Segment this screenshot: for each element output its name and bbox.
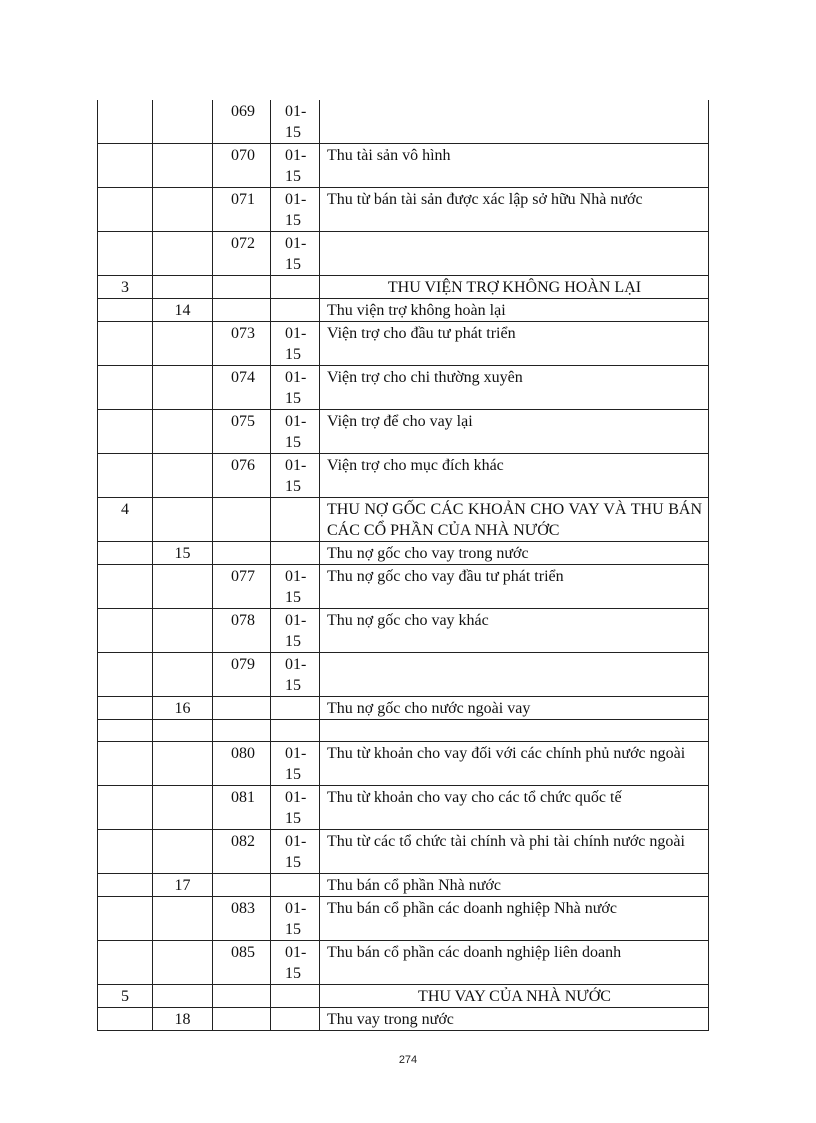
cell-group bbox=[153, 565, 213, 609]
table-row bbox=[98, 276, 709, 299]
cell-code: 083 bbox=[213, 897, 271, 941]
table-row bbox=[98, 565, 709, 609]
cell-section bbox=[98, 565, 153, 609]
table-row bbox=[98, 232, 709, 276]
cell-group: 17 bbox=[153, 874, 213, 897]
table-row bbox=[98, 830, 709, 874]
cell-code: 070 bbox=[213, 144, 271, 188]
table-row bbox=[98, 985, 709, 1008]
cell-group bbox=[153, 454, 213, 498]
cell-range: 01- 15 bbox=[271, 188, 320, 232]
cell-group bbox=[153, 100, 213, 144]
cell-group bbox=[153, 786, 213, 830]
cell-range: 01- 15 bbox=[271, 609, 320, 653]
cell-code: 075 bbox=[213, 410, 271, 454]
table-row bbox=[98, 144, 709, 188]
cell-group bbox=[153, 830, 213, 874]
cell-section bbox=[98, 188, 153, 232]
cell-group bbox=[153, 609, 213, 653]
table-row bbox=[98, 697, 709, 720]
cell-code bbox=[213, 276, 271, 299]
cell-group bbox=[153, 897, 213, 941]
cell-section bbox=[98, 299, 153, 322]
cell-code bbox=[213, 697, 271, 720]
cell-description: Thu nợ gốc cho vay đầu tư phát triển bbox=[320, 565, 709, 609]
table-row bbox=[98, 299, 709, 322]
cell-range: 01- 15 bbox=[271, 786, 320, 830]
cell-group bbox=[153, 985, 213, 1008]
cell-code: 078 bbox=[213, 609, 271, 653]
cell-group: 16 bbox=[153, 697, 213, 720]
cell-description bbox=[320, 100, 709, 144]
cell-group: 18 bbox=[153, 1008, 213, 1031]
cell-code: 077 bbox=[213, 565, 271, 609]
table-row bbox=[98, 100, 709, 144]
cell-section bbox=[98, 653, 153, 697]
cell-range: 01- 15 bbox=[271, 144, 320, 188]
cell-code bbox=[213, 720, 271, 742]
cell-range: 01- 15 bbox=[271, 897, 320, 941]
cell-group bbox=[153, 366, 213, 410]
cell-description: Viện trợ để cho vay lại bbox=[320, 410, 709, 454]
cell-description: Thu nợ gốc cho nước ngoài vay bbox=[320, 697, 709, 720]
cell-description bbox=[320, 653, 709, 697]
cell-description: Thu nợ gốc cho vay trong nước bbox=[320, 542, 709, 565]
cell-section bbox=[98, 697, 153, 720]
table-row bbox=[98, 322, 709, 366]
cell-range: 01- 15 bbox=[271, 653, 320, 697]
cell-description: Thu từ bán tài sản được xác lập sở hữu Nhà nước bbox=[320, 188, 709, 232]
cell-section bbox=[98, 786, 153, 830]
table-row bbox=[98, 454, 709, 498]
table-row bbox=[98, 742, 709, 786]
cell-description: Thu vay trong nước bbox=[320, 1008, 709, 1031]
cell-code: 085 bbox=[213, 941, 271, 985]
cell-group bbox=[153, 941, 213, 985]
cell-range: 01- 15 bbox=[271, 830, 320, 874]
cell-code bbox=[213, 542, 271, 565]
cell-code: 082 bbox=[213, 830, 271, 874]
cell-code: 074 bbox=[213, 366, 271, 410]
cell-group: 15 bbox=[153, 542, 213, 565]
cell-code: 072 bbox=[213, 232, 271, 276]
cell-group bbox=[153, 498, 213, 542]
cell-description: Thu viện trợ không hoàn lại bbox=[320, 299, 709, 322]
table-row bbox=[98, 720, 709, 742]
table-row bbox=[98, 1008, 709, 1031]
cell-description: Thu nợ gốc cho vay khác bbox=[320, 609, 709, 653]
cell-range: 01- 15 bbox=[271, 366, 320, 410]
cell-description: Viện trợ cho đầu tư phát triển bbox=[320, 322, 709, 366]
cell-group bbox=[153, 742, 213, 786]
cell-group bbox=[153, 720, 213, 742]
cell-range bbox=[271, 299, 320, 322]
cell-description bbox=[320, 720, 709, 742]
cell-range bbox=[271, 874, 320, 897]
cell-range bbox=[271, 276, 320, 299]
table-row bbox=[98, 366, 709, 410]
cell-group bbox=[153, 232, 213, 276]
table-row bbox=[98, 874, 709, 897]
cell-description: Thu bán cổ phần các doanh nghiệp liên doanh bbox=[320, 941, 709, 985]
cell-section bbox=[98, 1008, 153, 1031]
cell-description: Thu bán cổ phần các doanh nghiệp Nhà nước bbox=[320, 897, 709, 941]
cell-section bbox=[98, 410, 153, 454]
cell-range: 01- 15 bbox=[271, 742, 320, 786]
cell-range: 01- 15 bbox=[271, 100, 320, 144]
cell-range: 01- 15 bbox=[271, 941, 320, 985]
cell-section bbox=[98, 720, 153, 742]
cell-range bbox=[271, 542, 320, 565]
cell-code: 079 bbox=[213, 653, 271, 697]
cell-description: Thu từ khoản cho vay cho các tổ chức quốc tế bbox=[320, 786, 709, 830]
cell-description: Thu từ khoản cho vay đối với các chính phủ nước ngoài bbox=[320, 742, 709, 786]
cell-group bbox=[153, 410, 213, 454]
cell-section bbox=[98, 874, 153, 897]
cell-range bbox=[271, 1008, 320, 1031]
budget-code-table bbox=[97, 100, 709, 1031]
cell-section: 3 bbox=[98, 276, 153, 299]
cell-range bbox=[271, 720, 320, 742]
cell-group bbox=[153, 144, 213, 188]
cell-code bbox=[213, 1008, 271, 1031]
cell-section bbox=[98, 897, 153, 941]
cell-range: 01- 15 bbox=[271, 322, 320, 366]
cell-code bbox=[213, 498, 271, 542]
cell-section bbox=[98, 830, 153, 874]
table-row bbox=[98, 653, 709, 697]
cell-section bbox=[98, 609, 153, 653]
cell-code bbox=[213, 985, 271, 1008]
cell-range bbox=[271, 498, 320, 542]
cell-range: 01- 15 bbox=[271, 410, 320, 454]
section-title: THU VIỆN TRỢ KHÔNG HOÀN LẠI bbox=[320, 276, 709, 299]
table-row bbox=[98, 498, 709, 542]
cell-group bbox=[153, 276, 213, 299]
cell-code: 076 bbox=[213, 454, 271, 498]
cell-code bbox=[213, 299, 271, 322]
cell-section bbox=[98, 542, 153, 565]
table-row bbox=[98, 941, 709, 985]
cell-description: Thu bán cổ phần Nhà nước bbox=[320, 874, 709, 897]
cell-range bbox=[271, 697, 320, 720]
cell-range: 01- 15 bbox=[271, 454, 320, 498]
cell-section bbox=[98, 941, 153, 985]
cell-description: Thu tài sản vô hình bbox=[320, 144, 709, 188]
cell-section bbox=[98, 144, 153, 188]
cell-code: 080 bbox=[213, 742, 271, 786]
table-row bbox=[98, 542, 709, 565]
cell-section bbox=[98, 454, 153, 498]
cell-group bbox=[153, 653, 213, 697]
cell-section bbox=[98, 742, 153, 786]
cell-code bbox=[213, 874, 271, 897]
section-title: THU VAY CỦA NHÀ NƯỚC bbox=[320, 985, 709, 1008]
cell-group bbox=[153, 322, 213, 366]
cell-description: Viện trợ cho mục đích khác bbox=[320, 454, 709, 498]
cell-range: 01- 15 bbox=[271, 232, 320, 276]
section-title: THU NỢ GỐC CÁC KHOẢN CHO VAY VÀ THU BÁN CÁC CỔ PHẦN CỦA NHÀ NƯỚC bbox=[320, 498, 709, 542]
cell-description bbox=[320, 232, 709, 276]
cell-description: Viện trợ cho chi thường xuyên bbox=[320, 366, 709, 410]
cell-code: 081 bbox=[213, 786, 271, 830]
cell-code: 073 bbox=[213, 322, 271, 366]
cell-group bbox=[153, 188, 213, 232]
cell-section: 5 bbox=[98, 985, 153, 1008]
cell-section bbox=[98, 232, 153, 276]
cell-group: 14 bbox=[153, 299, 213, 322]
cell-code: 071 bbox=[213, 188, 271, 232]
cell-range bbox=[271, 985, 320, 1008]
table-row bbox=[98, 188, 709, 232]
cell-section bbox=[98, 366, 153, 410]
page-number: 274 bbox=[398, 1054, 418, 1066]
cell-section bbox=[98, 322, 153, 366]
table-row bbox=[98, 410, 709, 454]
cell-description: Thu từ các tổ chức tài chính và phi tài chính nước ngoài bbox=[320, 830, 709, 874]
cell-section: 4 bbox=[98, 498, 153, 542]
cell-range: 01- 15 bbox=[271, 565, 320, 609]
cell-code: 069 bbox=[213, 100, 271, 144]
table-row bbox=[98, 897, 709, 941]
table-row bbox=[98, 786, 709, 830]
table-row bbox=[98, 609, 709, 653]
cell-section bbox=[98, 100, 153, 144]
